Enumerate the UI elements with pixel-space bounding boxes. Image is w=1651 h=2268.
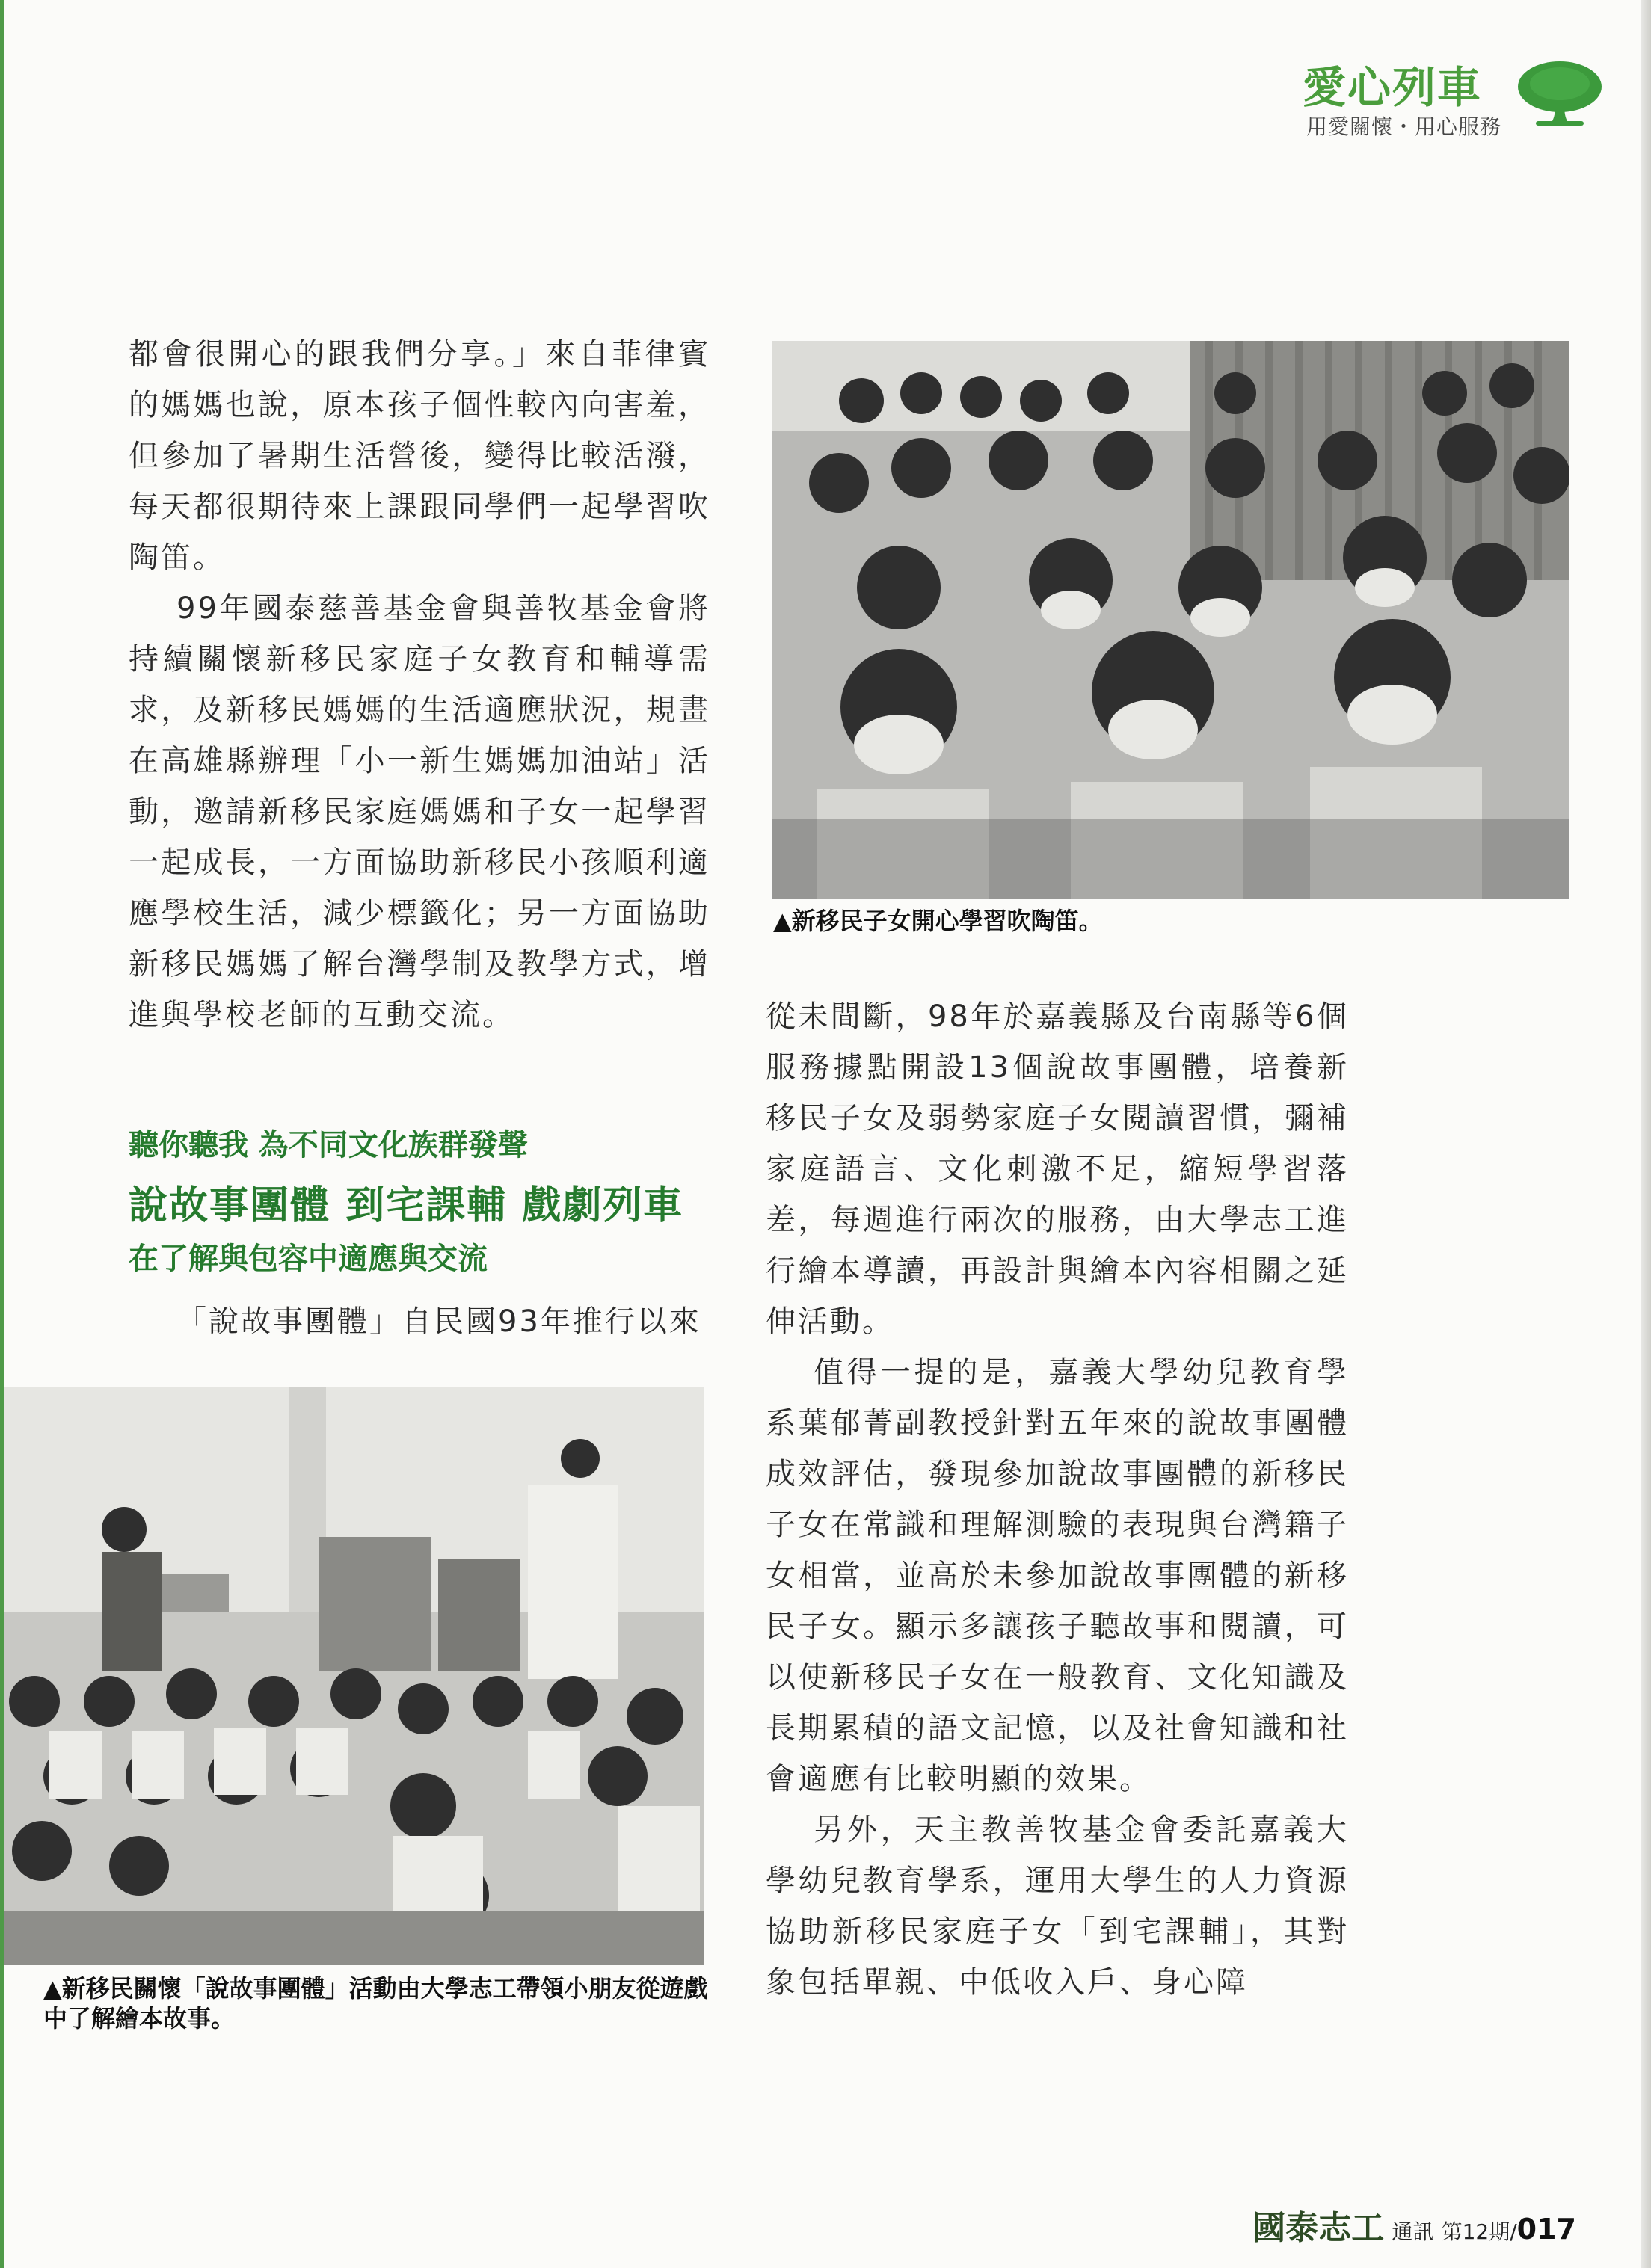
page-number: 017 — [1516, 2213, 1576, 2246]
section-heading-main: 說故事團體 到宅課輔 戲劇列車 — [129, 1183, 684, 1228]
left-column-text — [129, 329, 710, 1041]
body-paragraph: 都會很開心的跟我們分享。」來自菲律賓的媽媽也說，原本孩子個性較內向害羞，但參加了暑期生活營後，變得比較活潑，每天都很期待來上課跟同學們一起學習吹陶笛。 — [129, 337, 710, 575]
photo-caption: ▲新移民子女開心學習吹陶笛。 — [773, 907, 1103, 935]
issue-number: 第12期/ — [1441, 2219, 1517, 2244]
photo-illustration — [4, 1387, 704, 1965]
section-heading-sub: 在了解與包容中適應與交流 — [129, 1242, 488, 1276]
section-lead-text — [129, 1296, 710, 1347]
section-title: 愛心列車 — [1302, 62, 1482, 113]
tree-icon — [1515, 57, 1605, 132]
photo-caption: ▲新移民關懷「說故事團體」活動由大學志工帶領小朋友從遊戲中了解繪本故事。 — [43, 1974, 708, 2033]
section-heading-small: 聽你聽我 為不同文化族群發聲 — [129, 1128, 528, 1162]
page-footer — [1252, 2201, 1576, 2249]
body-paragraph: 值得一提的是，嘉義大學幼兒教育學系葉郁菁副教授針對五年來的說故事團體成效評估，發現參加說故事團體的新移民子女在常識和理解測驗的表現與台灣籍子女相當，並高於未參加說故事團體的新移民子女。顯示多讓孩子聽故事和閱讀，可以使新移民子女在一般教育、文化知識及長期累積的語文記憶，以及社會知識和社會適應有比較明顯的效果。 — [766, 1355, 1349, 1796]
body-paragraph: 從未間斷，98年於嘉義縣及台南縣等6個服務據點開設13個說故事團體，培養新移民子女及弱勢家庭子女閱讀習慣，彌補家庭語言、文化刺激不足，縮短學習落差，每週進行兩次的服務，由大學志工進行繪本導讀，再設計與繪本內容相關之延伸活動。 — [766, 999, 1349, 1339]
body-paragraph: 另外，天主教善牧基金會委託嘉義大學幼兒教育學系，運用大學生的人力資源協助新移民家庭子女「到宅課輔」，其對象包括單親、中低收入戶、身心障 — [766, 1813, 1349, 2000]
photo-illustration — [772, 341, 1569, 899]
photo-storytelling-group — [4, 1387, 704, 1965]
right-column-text — [766, 991, 1349, 2008]
magazine-brand-tag: 通訊 — [1392, 2219, 1434, 2244]
body-paragraph: 99年國泰慈善基金會與善牧基金會將持續關懷新移民家庭子女教育和輔導需求，及新移民媽媽的生活適應狀況，規畫在高雄縣辦理「小一新生媽媽加油站」活動，邀請新移民家庭媽媽和子女一起學習一起成長，一方面協助新移民小孩順利適應學校生活，減少標籤化；另一方面協助新移民媽媽了解台灣學制及教學方式，增進與學校老師的互動交流。 — [129, 591, 710, 1032]
photo-children-ocarina — [772, 341, 1569, 899]
section-subtitle: 用愛關懷・用心服務 — [1306, 114, 1501, 139]
magazine-brand: 國泰志工 — [1252, 2209, 1385, 2247]
page-binding-shadow — [1641, 0, 1651, 2268]
body-paragraph: 「說故事團體」自民國93年推行以來 — [176, 1304, 701, 1339]
